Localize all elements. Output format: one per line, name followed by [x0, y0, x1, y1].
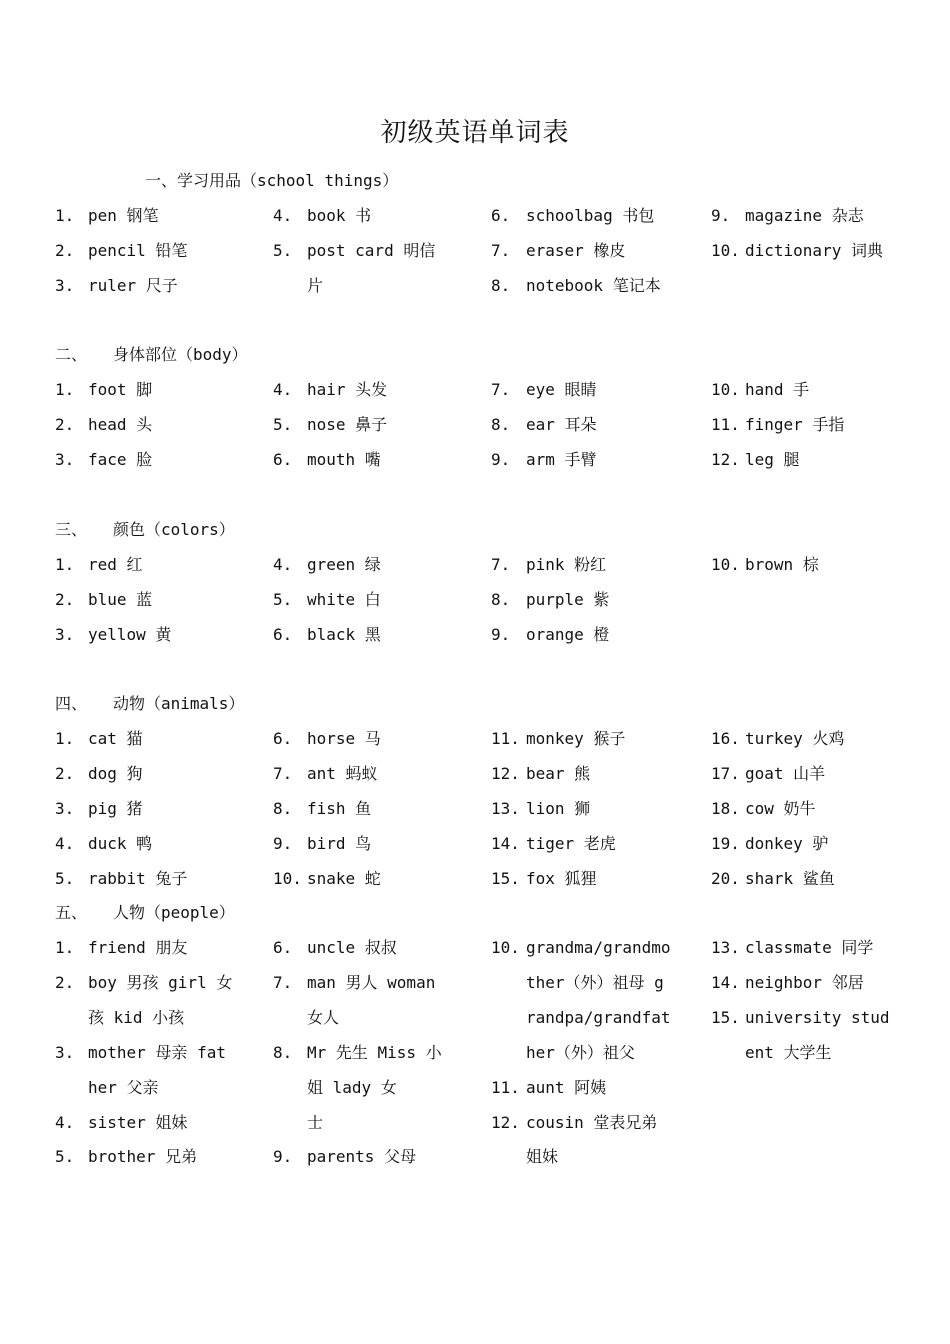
entry-text: her 父亲 [88, 1077, 159, 1097]
entry-number: 2. [55, 763, 75, 783]
entry-number: 6. [273, 938, 293, 957]
entry-number: 3. [55, 1042, 75, 1062]
entry-number: 15. [491, 868, 520, 888]
entry-number: 7. [491, 380, 511, 399]
entry-number: 12. [491, 763, 520, 783]
entry-number: 12. [491, 1112, 520, 1132]
entry-text: notebook 笔记本 [526, 275, 661, 295]
word-row [0, 407, 950, 442]
entry-text: parents 父母 [307, 1147, 417, 1167]
entry-number: 13. [711, 938, 740, 957]
word-row [0, 861, 950, 896]
entry-number: 8. [273, 1042, 293, 1062]
word-row [0, 1139, 950, 1174]
entry-number: 11. [491, 1077, 520, 1097]
entry-number: 8. [273, 798, 293, 818]
section-title: 学习用品（school things） [177, 171, 399, 190]
entry-number: 10. [491, 938, 520, 957]
word-row [0, 233, 950, 268]
entry-text: friend 朋友 [88, 938, 188, 957]
section-title: 颜色（colors） [113, 520, 235, 539]
word-row [0, 547, 950, 582]
entry-number: 1. [55, 380, 75, 399]
entry-text: brown 棕 [745, 555, 819, 574]
entry-number: 9. [273, 833, 293, 853]
word-row [0, 965, 950, 1000]
entry-number: 4. [55, 833, 75, 853]
entry-text: mouth 嘴 [307, 449, 381, 469]
entry-number: 3. [55, 624, 75, 644]
word-row [0, 1105, 950, 1140]
entry-number: 17. [711, 763, 740, 783]
entry-number: 5. [273, 414, 293, 434]
word-row [0, 198, 950, 233]
entry-number: 11. [711, 414, 740, 434]
entry-text: rabbit 兔子 [88, 868, 188, 888]
entry-number: 14. [491, 833, 520, 853]
entry-text: ruler 尺子 [88, 275, 178, 295]
entry-number: 2. [55, 414, 75, 434]
entry-text: bear 熊 [526, 763, 591, 783]
entry-number: 5. [55, 868, 75, 888]
section-title: 身体部位（body） [113, 345, 248, 364]
word-row [0, 1070, 950, 1105]
entry-text: pencil 铅笔 [88, 240, 188, 260]
entry-number: 14. [711, 972, 740, 992]
entry-text: 片 [307, 275, 324, 295]
entry-text: cousin 堂表兄弟 [526, 1112, 658, 1132]
entry-number: 1. [55, 938, 75, 957]
entry-number: 6. [273, 449, 293, 469]
entry-number: 3. [55, 798, 75, 818]
entry-number: 5. [55, 1147, 75, 1167]
entry-text: head 头 [88, 414, 153, 434]
section-number: 三、 [55, 520, 88, 539]
entry-number: 9. [273, 1147, 293, 1167]
word-row [0, 268, 950, 303]
entry-number: 10. [711, 240, 740, 260]
entry-number: 18. [711, 798, 740, 818]
entry-text: purple 紫 [526, 589, 610, 609]
section-heading [55, 512, 235, 547]
entry-text: cat 猫 [88, 729, 143, 748]
entry-number: 7. [491, 240, 511, 260]
entry-number: 5. [273, 589, 293, 609]
entry-number: 7. [491, 555, 511, 574]
section-number: 一、 [145, 171, 178, 190]
entry-text: 女人 [307, 1007, 340, 1027]
entry-number: 3. [55, 449, 75, 469]
entry-text: blue 蓝 [88, 589, 153, 609]
entry-number: 4. [273, 206, 293, 225]
entry-text: aunt 阿姨 [526, 1077, 607, 1097]
entry-text: snake 蛇 [307, 868, 381, 888]
entry-text: ent 大学生 [745, 1042, 832, 1062]
word-row [0, 617, 950, 652]
entry-text: monkey 猴子 [526, 729, 626, 748]
section-heading [145, 163, 398, 198]
entry-text: goat 山羊 [745, 763, 826, 783]
entry-text: her（外）祖父 [526, 1042, 635, 1062]
section-number: 二、 [55, 345, 88, 364]
entry-number: 6. [491, 206, 511, 225]
section-number: 四、 [55, 694, 88, 713]
entry-number: 6. [273, 729, 293, 748]
entry-text: fox 狐狸 [526, 868, 597, 888]
entry-text: dictionary 词典 [745, 240, 883, 260]
entry-number: 2. [55, 240, 75, 260]
entry-text: orange 橙 [526, 624, 610, 644]
entry-text: leg 腿 [745, 449, 800, 469]
section-heading [55, 895, 235, 930]
entry-text: ant 蚂蚁 [307, 763, 378, 783]
entry-number: 1. [55, 729, 75, 748]
entry-number: 8. [491, 414, 511, 434]
section-heading [55, 686, 244, 721]
entry-text: neighbor 邻居 [745, 972, 864, 992]
entry-text: face 脸 [88, 449, 153, 469]
entry-number: 1. [55, 206, 75, 225]
entry-text: boy 男孩 girl 女 [88, 972, 233, 992]
entry-number: 12. [711, 449, 740, 469]
entry-number: 10. [273, 868, 302, 888]
entry-text: donkey 驴 [745, 833, 829, 853]
entry-text: brother 兄弟 [88, 1147, 198, 1167]
word-row [0, 930, 950, 965]
entry-text: lion 狮 [526, 798, 591, 818]
word-row [0, 791, 950, 826]
entry-text: man 男人 woman [307, 972, 436, 992]
entry-text: foot 脚 [88, 380, 153, 399]
word-row [0, 372, 950, 407]
entry-number: 9. [491, 449, 511, 469]
entry-text: ther（外）祖母 g [526, 972, 664, 992]
entry-text: finger 手指 [745, 414, 845, 434]
section-title: 动物（animals） [113, 694, 245, 713]
word-row [0, 442, 950, 477]
word-row [0, 582, 950, 617]
entry-text: black 黑 [307, 624, 381, 644]
entry-text: grandma/grandmo [526, 938, 671, 957]
entry-text: Mr 先生 Miss 小 [307, 1042, 442, 1062]
entry-number: 15. [711, 1007, 740, 1027]
entry-text: arm 手臂 [526, 449, 597, 469]
entry-number: 4. [273, 380, 293, 399]
entry-text: post card 明信 [307, 240, 436, 260]
entry-text: magazine 杂志 [745, 206, 864, 225]
entry-number: 20. [711, 868, 740, 888]
entry-text: pig 猪 [88, 798, 143, 818]
entry-number: 9. [491, 624, 511, 644]
entry-text: bird 鸟 [307, 833, 372, 853]
entry-text: hair 头发 [307, 380, 388, 399]
entry-number: 6. [273, 624, 293, 644]
entry-text: 姐 lady 女 [307, 1077, 397, 1097]
entry-number: 8. [491, 275, 511, 295]
entry-number: 2. [55, 589, 75, 609]
entry-text: classmate 同学 [745, 938, 874, 957]
word-row [0, 1000, 950, 1035]
entry-text: eraser 橡皮 [526, 240, 626, 260]
word-row [0, 721, 950, 756]
section-heading [55, 337, 248, 372]
entry-number: 5. [273, 240, 293, 260]
entry-number: 7. [273, 972, 293, 992]
entry-text: duck 鸭 [88, 833, 153, 853]
entry-text: green 绿 [307, 555, 381, 574]
entry-number: 16. [711, 729, 740, 748]
entry-text: fish 鱼 [307, 798, 372, 818]
entry-text: 士 [307, 1112, 324, 1132]
entry-number: 8. [491, 589, 511, 609]
entry-number: 10. [711, 555, 740, 574]
entry-text: randpa/grandfat [526, 1007, 671, 1027]
entry-text: white 白 [307, 589, 381, 609]
entry-text: 姐妹 [526, 1147, 559, 1167]
page-title: 初级英语单词表 [380, 118, 570, 148]
word-row [0, 756, 950, 791]
entry-number: 3. [55, 275, 75, 295]
section-title: 人物（people） [113, 903, 235, 922]
word-row [0, 1035, 950, 1070]
section-number: 五、 [55, 903, 88, 922]
entry-text: 孩 kid 小孩 [88, 1007, 185, 1027]
entry-text: yellow 黄 [88, 624, 172, 644]
entry-number: 7. [273, 763, 293, 783]
entry-text: eye 眼睛 [526, 380, 597, 399]
entry-text: sister 姐妹 [88, 1112, 188, 1132]
word-row [0, 826, 950, 861]
entry-number: 19. [711, 833, 740, 853]
entry-text: university stud [745, 1007, 890, 1027]
entry-number: 4. [273, 555, 293, 574]
entry-text: dog 狗 [88, 763, 143, 783]
entry-text: shark 鲨鱼 [745, 868, 835, 888]
entry-number: 2. [55, 972, 75, 992]
entry-text: book 书 [307, 206, 372, 225]
entry-text: turkey 火鸡 [745, 729, 845, 748]
entry-number: 4. [55, 1112, 75, 1132]
entry-text: nose 鼻子 [307, 414, 388, 434]
entry-text: pink 粉红 [526, 555, 607, 574]
entry-text: ear 耳朵 [526, 414, 597, 434]
entry-number: 10. [711, 380, 740, 399]
entry-text: horse 马 [307, 729, 381, 748]
entry-text: cow 奶牛 [745, 798, 816, 818]
entry-text: pen 钢笔 [88, 206, 159, 225]
entry-text: schoolbag 书包 [526, 206, 655, 225]
entry-number: 1. [55, 555, 75, 574]
entry-text: hand 手 [745, 380, 810, 399]
entry-number: 11. [491, 729, 520, 748]
entry-text: tiger 老虎 [526, 833, 616, 853]
entry-number: 13. [491, 798, 520, 818]
entry-number: 9. [711, 206, 731, 225]
entry-text: uncle 叔叔 [307, 938, 397, 957]
entry-text: red 红 [88, 555, 143, 574]
entry-text: mother 母亲 fat [88, 1042, 226, 1062]
